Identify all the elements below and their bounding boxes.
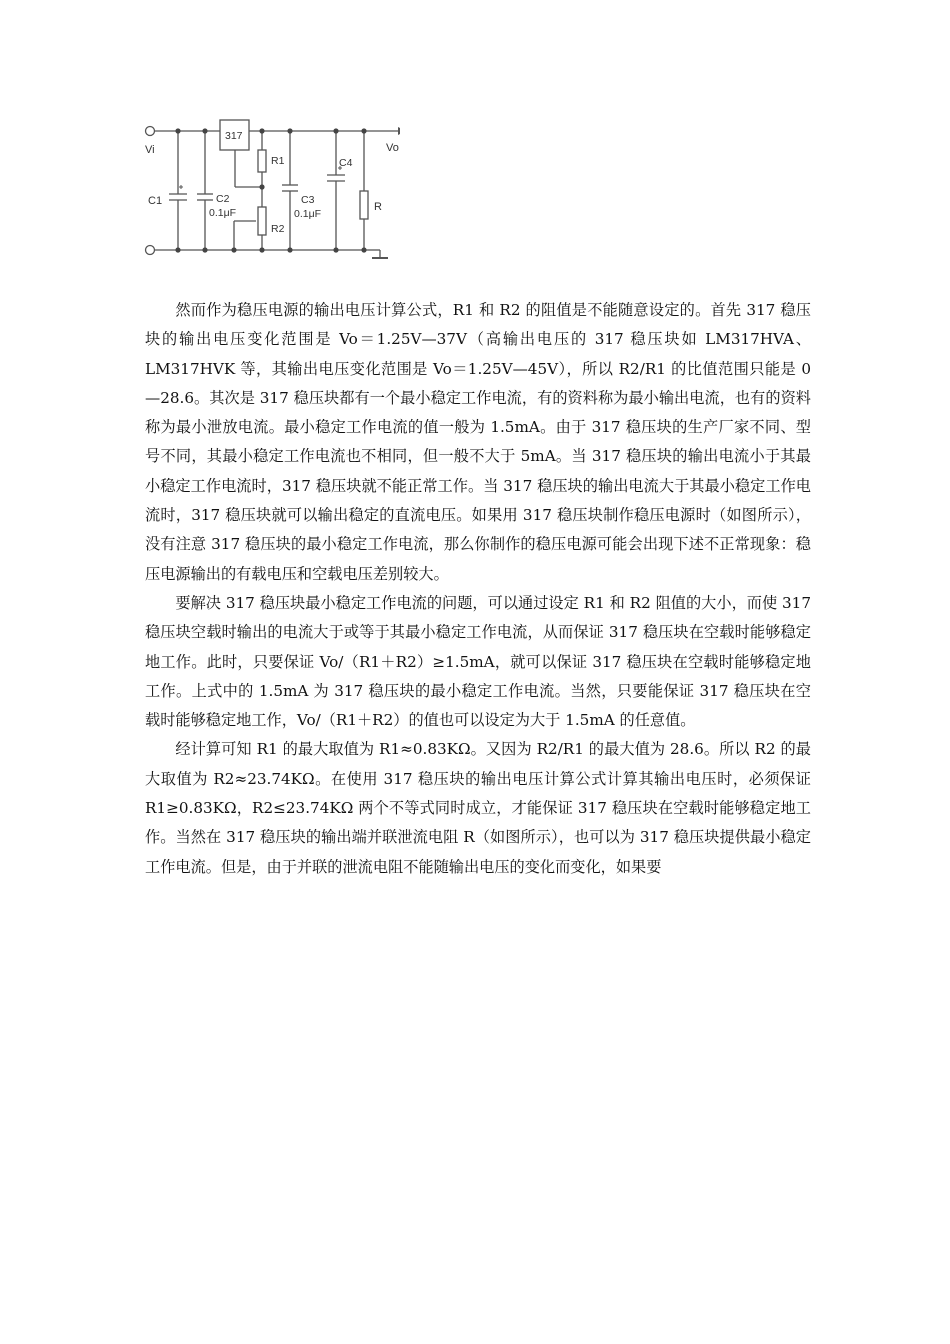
c1-label: C1 — [148, 195, 163, 207]
vi-label: Vi — [145, 144, 155, 156]
c3-label: C3 — [301, 194, 315, 206]
c4-label: C4 — [339, 157, 353, 169]
paragraph: 经计算可知 R1 的最大取值为 R1≈0.83KΩ。又因为 R2/R1 的最大值为 28.6。所以 R2 的最大取值为 R2≈23.74KΩ。在使用 317 稳压块的输出电压计算公式计算其输出电压时，必须保证 R1≥0.83KΩ，R2≤23.74KΩ 两个不等式同时成立，才能保证 317 稳压块在空载时能够稳定地工作。当然在 317 稳压块的输出端并联泄流电阻 R（如图所示），也可以为 317 稳压块提供最小稳定工作电流。但是，由于并联的泄流电阻不能随输出电压的变化而变化，如果要 — [145, 740, 811, 876]
lm317-circuit-diagram — [140, 118, 400, 270]
paragraph: 要解决 317 稳压块最小稳定工作电流的问题，可以通过设定 R1 和 R2 阻值的大小，而使 317 稳压块空载时输出的电流大于或等于其最小稳定工作电流，从而保证 317 稳压块在空载时能够稳定地工作。此时，只要保证 Vo/（R1＋R2）≥1.5mA，就可以保证 317 稳压块在空载时能够稳定地工作。上式中的 1.5mA 为 317 稳压块的最小稳定工作电流。当然，只要能保证 317 稳压块在空载时能够稳定地工作，Vo/（R1＋R2）的值也可以设定为大于 1.5mA 的任意值。 — [145, 593, 811, 730]
c2-label: C2 — [216, 193, 230, 205]
c3-value: 0.1μF — [294, 208, 322, 220]
r-label: R — [374, 201, 382, 213]
document-body — [145, 296, 811, 882]
vo-label: Vo — [386, 142, 399, 154]
paragraph: 然而作为稳压电源的输出电压计算公式，R1 和 R2 的阻值是不能随意设定的。首先 317 稳压块的输出电压变化范围是 Vo＝1.25V—37V（高输出电压的 317 稳压块如 LM317HVA、LM317HVK 等，其输出电压变化范围是 Vo＝1.25V—45V），所以 R2/R1 的比值范围只能是 0—28.6。其次是 317 稳压块都有一个最小稳定工作电流，有的资料称为最小输出电流，也有的资料称为最小泄放电流。最小稳定工作电流的值一般为 1.5mA。由于 317 稳压块的生产厂家不同、型号不同，其最小稳定工作电流也不相同，但一般不大于 5mA。当 317 稳压块的输出电流小于其最小稳定工作电流时，317 稳压块就不能正常工作。当 317 稳压块的输出电流大于其最小稳定工作电流时，317 稳压块就可以输出稳定的直流电压。如果用 317 稳压块制作稳压电源时（如图所示），没有注意 317 稳压块的最小稳定工作电流，那么你制作的稳压电源可能会出现下述不正常现象：稳压电源输出的有载电压和空载电压差别较大。 — [145, 301, 811, 583]
r1-label: R1 — [271, 155, 285, 167]
r2-label: R2 — [271, 223, 285, 235]
regulator-label: 317 — [225, 130, 243, 142]
c2-value: 0.1μF — [209, 207, 237, 219]
